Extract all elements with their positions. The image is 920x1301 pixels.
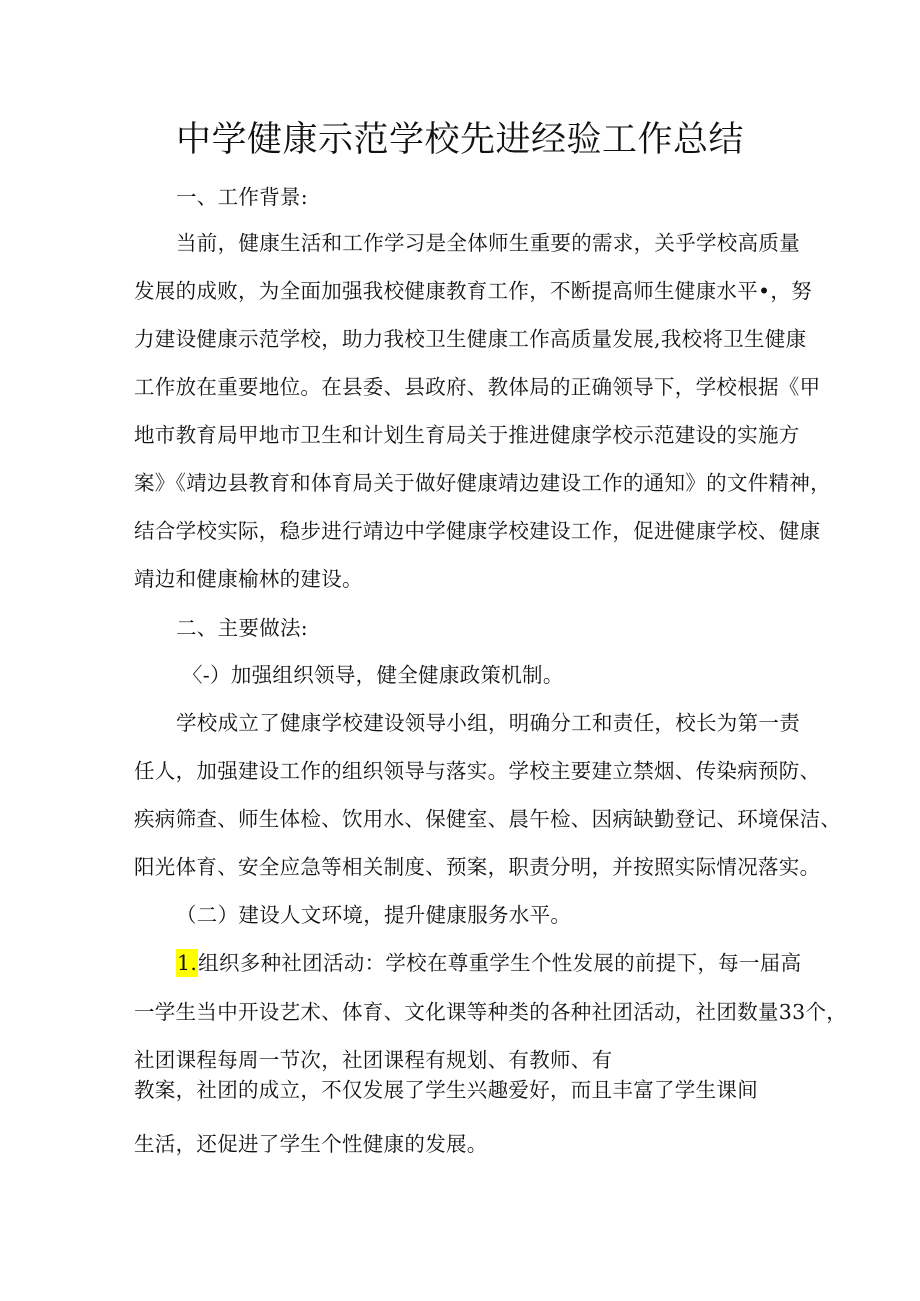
paragraph-line: 生活，还促进了学生个性健康的发展。 [134, 1132, 488, 1156]
paragraph-line: 疾病筛查、师生体检、饮用水、保健室、晨午检、因病缺勤登记、环境保洁、 [134, 807, 842, 831]
subsection-heading-environment: （二）建设人文环境，提升健康服务水平。 [176, 903, 572, 927]
list-item-first-line [176, 949, 801, 977]
paragraph-line: 地市教育局甲地市卫生和计划生育局关于推进健康学校示范建设的实施方 [134, 423, 800, 447]
document-title: 中学健康示范学校先进经验工作总结 [175, 120, 744, 160]
paragraph-line: 工作放在重要地位。在县委、县政府、教体局的正确领导下，学校根据《甲 [134, 375, 821, 399]
section-heading-background: 一、工作背景: [176, 185, 309, 209]
paragraph-line: 任人，加强建设工作的组织领导与落实。学校主要建立禁烟、传染病预防、 [134, 759, 821, 783]
paragraph-line: 一学生当中开设艺术、体育、文化课等种类的各种社团活动，社团数量33个， [134, 1000, 848, 1024]
item-text: 组织多种社团活动：学校在尊重学生个性发展的前提下，每一届高 [198, 951, 802, 975]
paragraph-line: 发展的成败，为全面加强我校健康教育工作，不断提高师生健康水平•，努 [134, 279, 812, 303]
section-heading-methods: 二、主要做法: [176, 616, 309, 640]
paragraph-line: 教案，社团的成立，不仅发展了学生兴趣爱好，而且丰富了学生课间 [134, 1078, 758, 1102]
paragraph-line: 靖边和健康榆林的建设。 [134, 567, 363, 591]
paragraph-line: 结合学校实际，稳步进行靖边中学健康学校建设工作，促进健康学校、健康 [134, 519, 821, 543]
paragraph-line: 社团课程每周一节次，社团课程有规划、有教师、有 [134, 1048, 613, 1072]
paragraph-line: 案》《靖边县教育和体育局关于做好健康靖边建设工作的通知》的文件精神， [134, 471, 831, 495]
paragraph-line: 阳光体育、安全应急等相关制度、预案，职责分明，并按照实际情况落实。 [134, 855, 821, 879]
paragraph-line: 力建设健康示范学校，助力我校卫生健康工作高质量发展,我校将卫生健康 [134, 327, 807, 351]
item-number-highlight: 1. [177, 951, 198, 975]
paragraph-line: 学校成立了健康学校建设领导小组，明确分工和责任，校长为第一责 [176, 711, 800, 735]
paragraph-line: 当前，健康生活和工作学习是全体师生重要的需求，关乎学校高质量 [176, 231, 800, 255]
subsection-heading-organization: 〈-）加强组织领导，健全健康政策机制。 [182, 663, 564, 687]
